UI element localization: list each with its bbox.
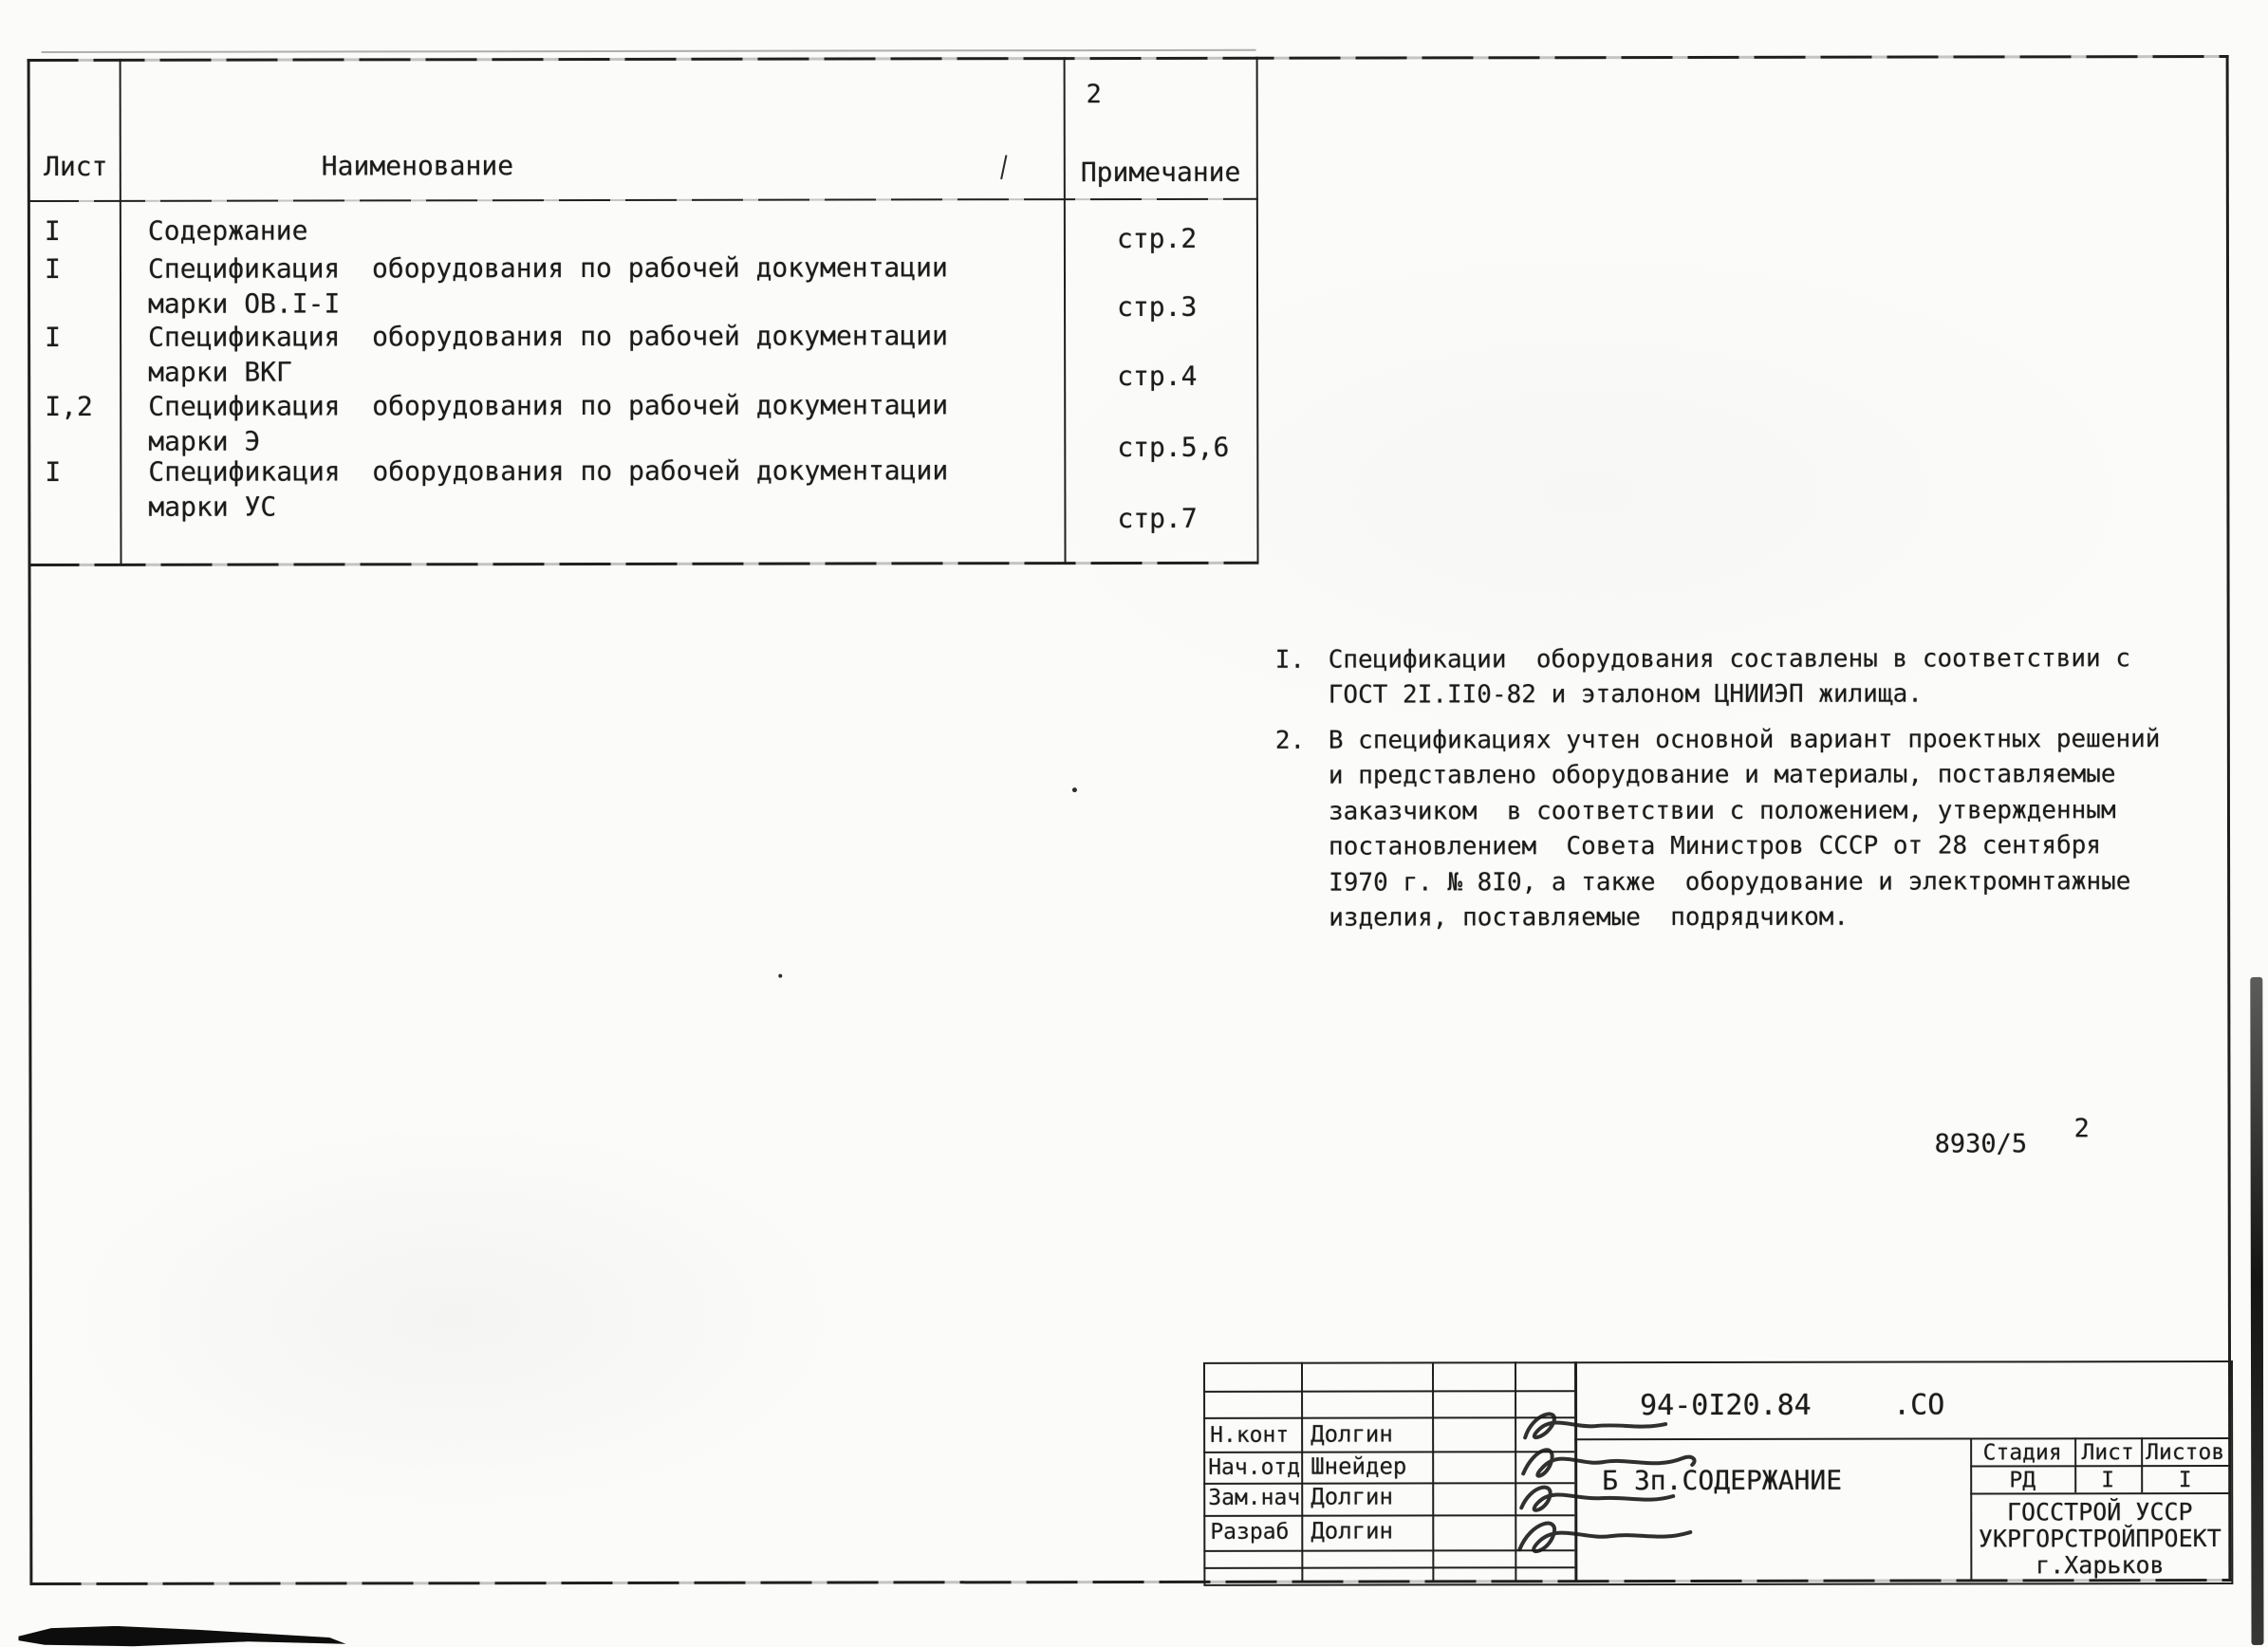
frame-top-line [28,55,2229,62]
sheet-value: I [2101,1468,2115,1493]
sheets-label: Листов [2146,1439,2225,1466]
table-row-name-line: Спецификация оборудования по рабочей документации [147,251,948,285]
table-row-name-line: Спецификация оборудования по рабочей документации [148,389,949,422]
table-right-line [1256,57,1259,563]
note-text-line: изделия, поставляемые подрядчиком. [1329,902,1850,933]
table-row-name-line: марки ОВ.I-I [148,287,341,320]
table-row-note: стр.2 [1116,222,1198,255]
stage-value: РД [2009,1468,2036,1493]
table-row-note: стр.7 [1117,502,1198,535]
note-item-1 [1329,641,2130,713]
table-row-name-line: Спецификация оборудования по рабочей документации [148,320,949,353]
note-item-number: 2. [1274,726,1306,755]
sig-name: Долгин [1311,1517,1394,1545]
table-row-name-line: Содержание [147,214,308,247]
table-row-name-line: марки УС [148,490,277,523]
table-header-note: Примечание [1080,156,1241,189]
table-header-line [28,198,1258,202]
table-row-sheet: I [44,252,61,286]
table-row-name-line: марки ВКГ [148,356,292,388]
sig-name: Долгин [1311,1483,1393,1510]
note-text-line: заказчиком в соответствии с положением, утвержденным [1328,796,2116,826]
frame-left-line [28,59,33,1584]
doc-code: .СО [1893,1388,1945,1422]
stage-label: Стадия [1982,1440,2062,1466]
stray-tick-mark [1000,155,1007,179]
document-title: Б 3п.СОДЕРЖАНИЕ [1602,1464,1843,1497]
bottom-sheet-number: 2 [2073,1114,2090,1144]
organization-line: УКРГОРСТРОЙПРОЕКТ [1978,1525,2222,1553]
table-row-sheet: I [45,321,61,354]
table-row-note: стр.3 [1117,290,1198,324]
doc-number: 94-0I20.84 [1640,1388,1812,1423]
note-item-number: I. [1274,645,1306,675]
table-bottom-line [28,562,1259,566]
note-text-line: В спецификациях учтен основной вариант проектных решений [1328,725,2161,755]
sig-role: Разраб [1210,1519,1290,1545]
table-header-name: Наименование [321,150,514,182]
table-row-sheet: I,2 [45,390,93,423]
note-text-line: Спецификации оборудования составлены в соответствии с [1328,644,2131,675]
table-header-sheet: Лист [44,150,108,183]
scan-ink-blob [18,1624,345,1647]
top-sheet-number: 2 [1086,80,1102,110]
table-row-name-line: Спецификация оборудования по рабочей документации [148,454,949,488]
organization-line: ГОССТРОЙ УССР [2006,1498,2193,1527]
note-text-line: и представлено оборудование и материалы, поставляемые [1328,760,2116,791]
note-text-line: I970 г. № 8I0, а также оборудование и электромнтажные [1329,866,2131,898]
sig-role: Н.конт [1210,1422,1290,1448]
scan-speck [778,974,782,978]
sig-role: Нач.отд [1208,1454,1301,1480]
note-text-line: постановлением Совета Министров СССР от 28 сентября [1329,831,2102,861]
sheet-label: Лист [2081,1440,2134,1466]
note-text-line: ГОСТ 2I.II0-82 и эталоном ЦНИИЭП жилища. [1328,679,1923,711]
sig-role: Зам.нач [1208,1485,1301,1510]
table-row-name-line: марки Э [148,425,261,457]
organization-line: г.Харьков [2036,1551,2165,1580]
table-col-line-sheet [120,59,122,564]
sig-name: Долгин [1311,1420,1393,1448]
signature-stroke [1519,1523,1690,1551]
sig-name: Шнейдер [1311,1453,1407,1480]
frame-right-line [2226,55,2232,1581]
note-item-2 [1329,722,2161,936]
table-row-sheet: I [44,214,61,248]
scan-speck [1072,787,1077,792]
table-row-note: стр.5,6 [1117,431,1230,464]
table-col-line-note [1064,57,1067,563]
organization-block [1970,1499,2229,1579]
table-row-sheet: I [45,455,62,489]
frame-top-ghost-line [42,49,1256,53]
archive-number: 8930/5 [1934,1129,2028,1159]
table-row-note: стр.4 [1117,360,1198,393]
page-edge-shadow [2250,977,2263,1645]
sheets-value: I [2178,1468,2192,1493]
